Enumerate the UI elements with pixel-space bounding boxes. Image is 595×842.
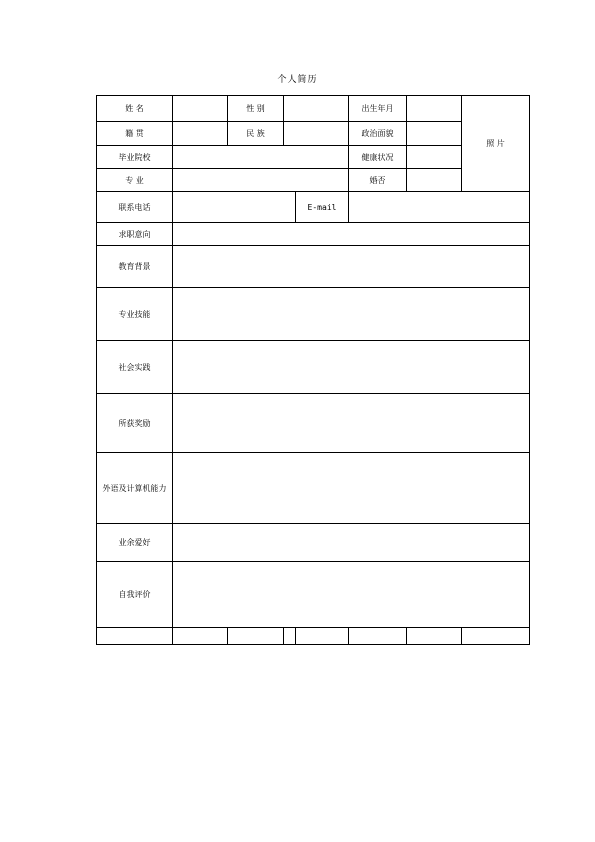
label-job-intent: 求职意向 bbox=[97, 223, 173, 246]
blank-cell bbox=[173, 628, 228, 645]
label-skills: 专业技能 bbox=[97, 288, 173, 341]
label-ethnicity: 民 族 bbox=[228, 122, 284, 146]
blank-cell bbox=[462, 628, 530, 645]
blank-cell bbox=[349, 628, 407, 645]
label-hobbies: 业余爱好 bbox=[97, 524, 173, 562]
blank-cell bbox=[407, 628, 462, 645]
label-birth: 出生年月 bbox=[349, 96, 407, 122]
label-awards: 所获奖励 bbox=[97, 394, 173, 453]
field-gender[interactable] bbox=[284, 96, 349, 122]
label-language-computer: 外语及计算机能力 bbox=[97, 453, 173, 524]
field-email[interactable] bbox=[349, 192, 530, 223]
field-birth[interactable] bbox=[407, 96, 462, 122]
field-phone[interactable] bbox=[173, 192, 296, 223]
label-hometown: 籍 贯 bbox=[97, 122, 173, 146]
blank-cell bbox=[296, 628, 349, 645]
label-major: 专 业 bbox=[97, 169, 173, 192]
field-hometown[interactable] bbox=[173, 122, 228, 146]
field-awards[interactable] bbox=[173, 394, 530, 453]
label-health: 健康状况 bbox=[349, 146, 407, 169]
field-job-intent[interactable] bbox=[173, 223, 530, 246]
label-phone: 联系电话 bbox=[97, 192, 173, 223]
label-gender: 性 别 bbox=[228, 96, 284, 122]
field-political[interactable] bbox=[407, 122, 462, 146]
label-self-eval: 自我评价 bbox=[97, 562, 173, 628]
label-education: 教育背景 bbox=[97, 246, 173, 288]
field-marital[interactable] bbox=[407, 169, 462, 192]
photo-box[interactable]: 照 片 bbox=[462, 96, 530, 192]
field-school[interactable] bbox=[173, 146, 349, 169]
label-email: E-mail bbox=[296, 192, 349, 223]
field-ethnicity[interactable] bbox=[284, 122, 349, 146]
field-practice[interactable] bbox=[173, 341, 530, 394]
field-hobbies[interactable] bbox=[173, 524, 530, 562]
blank-cell bbox=[97, 628, 173, 645]
label-practice: 社会实践 bbox=[97, 341, 173, 394]
field-language-computer[interactable] bbox=[173, 453, 530, 524]
field-major[interactable] bbox=[173, 169, 349, 192]
label-name: 姓 名 bbox=[97, 96, 173, 122]
label-marital: 婚否 bbox=[349, 169, 407, 192]
blank-cell bbox=[228, 628, 284, 645]
blank-cell bbox=[284, 628, 296, 645]
field-name[interactable] bbox=[173, 96, 228, 122]
field-health[interactable] bbox=[407, 146, 462, 169]
label-political: 政治面貌 bbox=[349, 122, 407, 146]
resume-table bbox=[96, 95, 530, 645]
field-self-eval[interactable] bbox=[173, 562, 530, 628]
label-school: 毕业院校 bbox=[97, 146, 173, 169]
page-title: 个人简历 bbox=[277, 75, 318, 85]
field-skills[interactable] bbox=[173, 288, 530, 341]
field-education[interactable] bbox=[173, 246, 530, 288]
